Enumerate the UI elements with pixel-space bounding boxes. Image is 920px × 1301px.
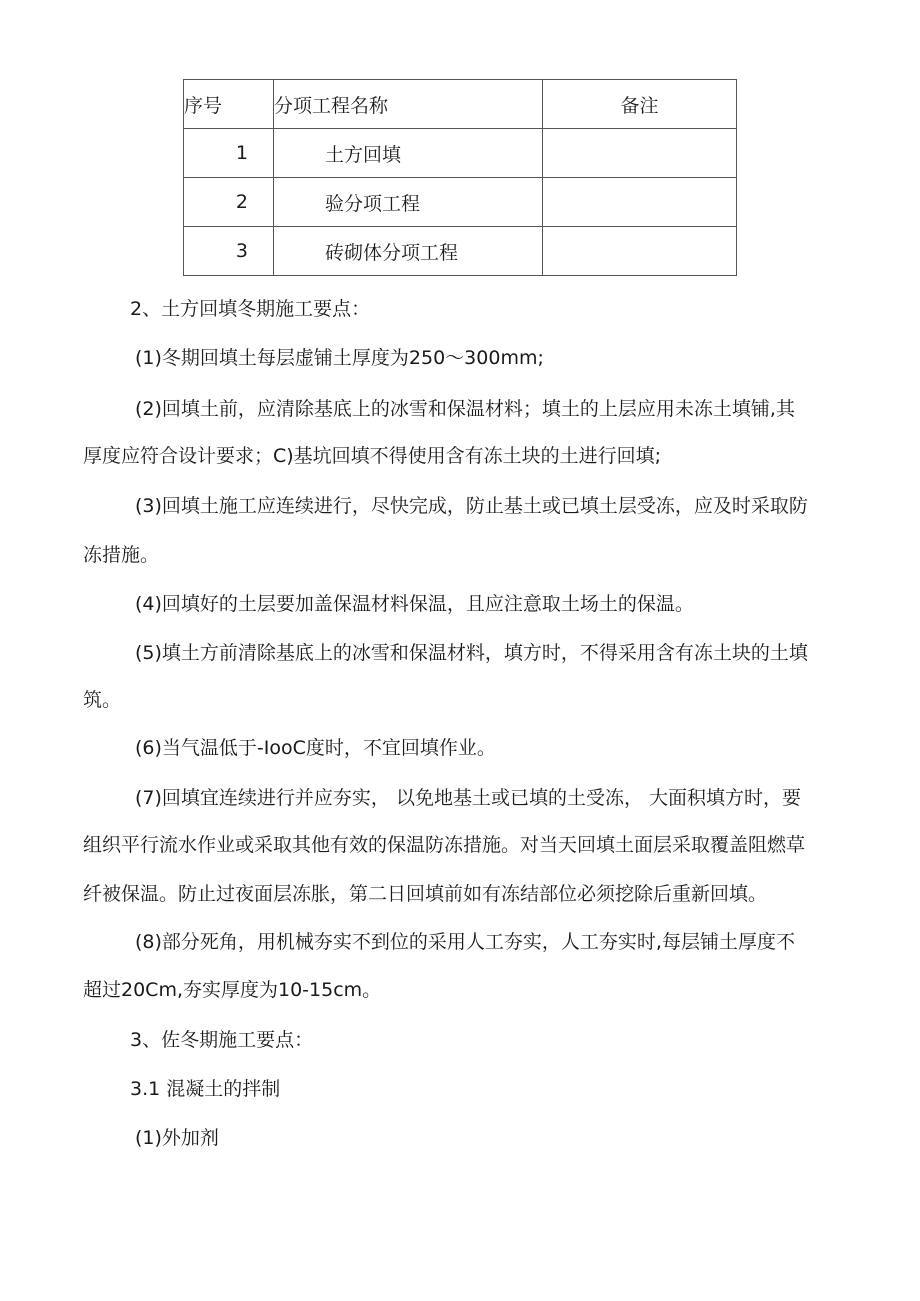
paragraph-line: (2)回填土前，应清除基底上的冰雪和保温材料；填土的上层应用未冻土填铺,其 [135, 398, 795, 420]
row-number: 3 [184, 227, 274, 276]
section-heading-winter-construction: 3、佐冬期施工要点： [130, 1029, 314, 1051]
paragraph-line: (7)回填宜连续进行并应夯实， 以免地基土或已填的土受冻， 大面积填方时，要 [135, 787, 801, 809]
paragraph-line: 超过20Cm,夯实厚度为10-15cm。 [83, 979, 382, 1001]
paragraph-line: 筑。 [83, 689, 122, 711]
row-number: 1 [184, 129, 274, 178]
row-remarks [543, 227, 737, 276]
row-remarks [543, 129, 737, 178]
paragraph-line: (8)部分死角，用机械夯实不到位的采用人工夯实，人工夯实时,每层铺土厚度不 [135, 931, 795, 953]
row-remarks [543, 178, 737, 227]
row-number: 2 [184, 178, 274, 227]
table-row [184, 178, 737, 227]
row-item-name: 砖砌体分项工程 [274, 227, 543, 276]
table-header-row [184, 80, 737, 129]
paragraph-line: (5)填土方前清除基底上的冰雪和保温材料，填方时，不得采用含有冻土块的土填 [135, 642, 808, 664]
paragraph-line: (4)回填好的土层要加盖保温材料保温，且应注意取土场土的保温。 [135, 593, 694, 615]
paragraph-line: (1)外加剂 [135, 1127, 219, 1149]
header-remarks: 备注 [543, 80, 737, 129]
subsection-heading-concrete-mixing: 3.1 混凝土的拌制 [130, 1078, 281, 1100]
header-item-name: 分项工程名称 [274, 80, 543, 129]
table-row [184, 129, 737, 178]
paragraph-line: 厚度应符合设计要求；C)基坑回填不得使用含有冻土块的土进行回填; [83, 445, 662, 467]
header-serial-number: 序号 [184, 80, 274, 129]
paragraph-line: 冻措施。 [83, 544, 160, 566]
work-items-table [183, 79, 737, 276]
section-heading-backfill: 2、土方回填冬期施工要点： [130, 298, 371, 320]
table-row [184, 227, 737, 276]
paragraph-line: (6)当气温低于-IooC度时，不宜回填作业。 [135, 737, 496, 759]
paragraph-line: (1)冬期回填土每层虚铺土厚度为250～300mm; [135, 347, 544, 369]
paragraph-line: 纤被保温。防止过夜面层冻胀，第二日回填前如有冻结部位必须挖除后重新回填。 [83, 883, 768, 905]
paragraph-line: (3)回填土施工应连续进行，尽快完成，防止基土或已填土层受冻，应及时采取防 [135, 495, 808, 517]
row-item-name: 土方回填 [274, 129, 543, 178]
row-item-name: 验分项工程 [274, 178, 543, 227]
paragraph-line: 组织平行流水作业或采取其他有效的保温防冻措施。对当天回填土面层采取覆盖阻燃草 [83, 834, 806, 856]
